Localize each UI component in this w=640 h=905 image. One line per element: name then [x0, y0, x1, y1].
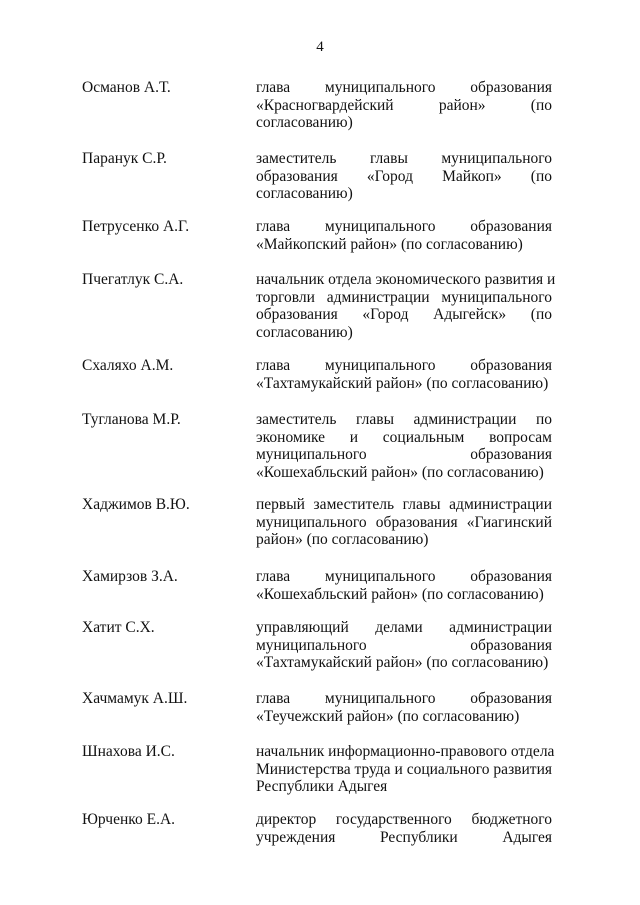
member-role — [256, 690, 552, 725]
role-line: муниципального образования — [256, 446, 552, 463]
role-line: первый заместитель главы администрации — [256, 496, 552, 513]
member-name: Пчегатлук С.А. — [82, 271, 184, 288]
member-role — [256, 619, 552, 672]
role-line: директор государственного бюджетного — [256, 811, 552, 828]
role-line: «Тахтамукайский район» (по согласованию) — [256, 374, 549, 392]
role-line: «Кошехабльский район» (по согласованию) — [256, 463, 544, 481]
member-name: Хачмамук А.Ш. — [82, 690, 188, 707]
role-line: экономике и социальным вопросам — [256, 428, 552, 446]
role-line: Министерства труда и социального развития — [256, 760, 552, 778]
role-line: «Тахтамукайский район» (по согласованию) — [256, 654, 549, 671]
page-number: 4 — [316, 39, 324, 55]
member-name: Петрусенко А.Г. — [82, 218, 190, 235]
member-name: Шнахова И.С. — [82, 743, 175, 760]
role-line: «Красногвардейский район» (по — [256, 96, 552, 114]
member-role — [256, 150, 552, 203]
member-name: Схаляхо А.М. — [82, 357, 174, 374]
role-line: муниципального образования «Гиагинский — [256, 513, 552, 531]
role-line: начальник информационно-правового отдела — [256, 743, 555, 760]
role-line: заместитель главы администрации по — [256, 411, 552, 428]
role-line: заместитель главы муниципального — [256, 150, 552, 167]
role-line: глава муниципального образования — [256, 568, 552, 585]
member-role — [256, 811, 552, 846]
member-name: Хаджимов В.Ю. — [82, 496, 190, 513]
role-line: Республики Адыгея — [256, 778, 388, 795]
member-name: Хамирзов З.А. — [82, 568, 178, 585]
member-role — [256, 411, 552, 481]
role-line: глава муниципального образования — [256, 79, 552, 96]
member-name: Юрченко Е.А. — [82, 811, 176, 828]
role-line: согласованию) — [256, 114, 353, 131]
member-role — [256, 568, 552, 603]
role-line: управляющий делами администрации — [256, 619, 552, 636]
role-line: глава муниципального образования — [256, 357, 552, 374]
member-name: Паранук С.Р. — [82, 150, 167, 167]
role-line: учреждения Республики Адыгея — [256, 828, 552, 846]
role-line: глава муниципального образования — [256, 690, 552, 707]
role-line: район» (по согласованию) — [256, 531, 429, 548]
role-line: глава муниципального образования — [256, 218, 552, 235]
member-role — [256, 357, 552, 392]
member-role — [256, 496, 552, 549]
role-line: начальник отдела экономического развития и — [256, 271, 556, 288]
role-line: образования «Город Адыгейск» (по — [256, 306, 552, 323]
role-line: согласованию) — [256, 323, 353, 341]
member-name: Тугланова М.Р. — [82, 411, 181, 428]
role-line: муниципального образования — [256, 636, 552, 654]
role-line: «Кошехабльский район» (по согласованию) — [256, 585, 544, 603]
role-line: согласованию) — [256, 185, 353, 202]
member-role — [256, 271, 556, 341]
member-role — [256, 79, 552, 132]
role-line: торговли администрации муниципального — [256, 288, 552, 306]
member-name: Хатит С.Х. — [82, 619, 155, 636]
role-line: «Теучежский район» (по согласованию) — [256, 707, 520, 725]
role-line: «Майкопский район» (по согласованию) — [256, 235, 523, 253]
role-line: образования «Город Майкоп» (по — [256, 167, 552, 185]
member-role — [256, 743, 555, 796]
member-name: Османов А.Т. — [82, 79, 171, 96]
member-role — [256, 218, 552, 253]
